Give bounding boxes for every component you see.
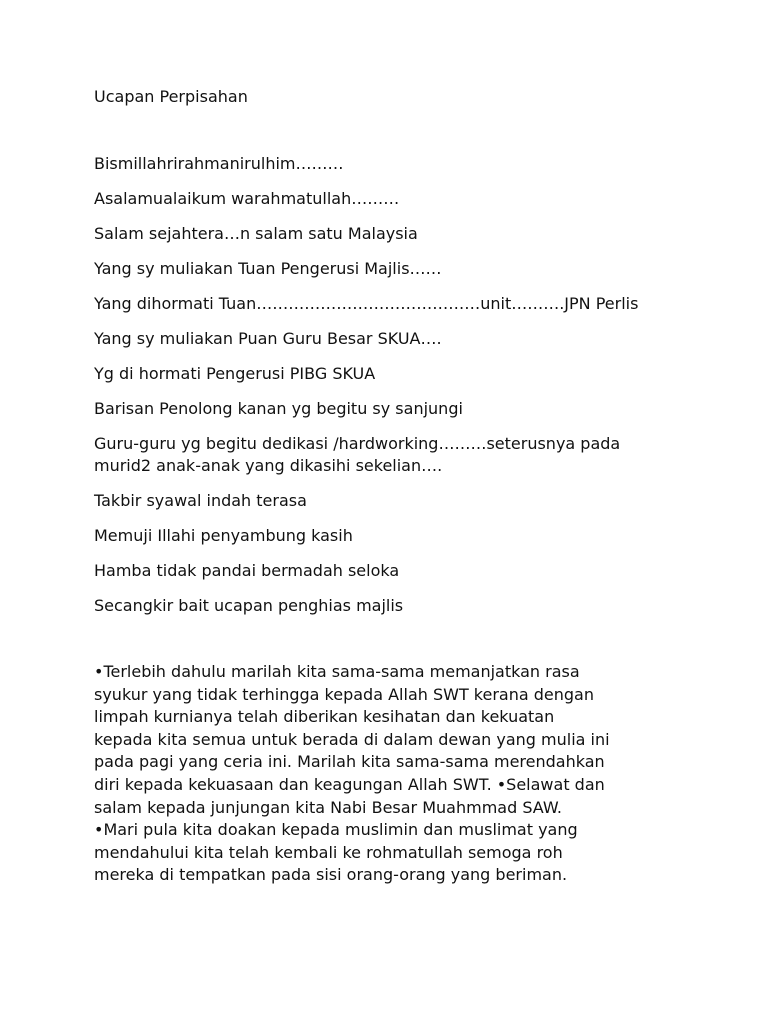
document-title: Ucapan Perpisahan [94,87,248,106]
document-body [94,86,674,887]
paragraph-line: diri kepada kekuasaan dan keagungan Allah SWT. •Selawat dan [94,774,605,794]
pantun-line-4: Secangkir bait ucapan penghias majlis [94,595,404,615]
paragraph-line: pada pagi yang ceria ini. Marilah kita sama-sama merendahkan [94,752,605,772]
greeting-line-pengerusi-majlis: Yang sy muliakan Tuan Pengerusi Majlis…… [94,259,442,278]
greeting-line-tuan-jpn: Yang dihormati Tuan……………………………………unit……….JPN Perlis [94,294,639,313]
greeting-line-asalamualaikum: Asalamualaikum warahmatullah……… [94,189,400,208]
paragraph-line: syukur yang tidak terhingga kepada Allah SWT kerana dengan [94,684,594,704]
pantun-line-3: Hamba tidak pandai bermadah seloka [94,560,400,580]
greeting-line-guru-guru: Guru-guru yg begitu dedikasi /hardworking………seterusnya pada murid2 anak-anak yang dikasihi sekelian…. [94,433,621,475]
pantun-line-1: Takbir syawal indah terasa [94,490,307,510]
paragraph-line: salam kepada junjungan kita Nabi Besar Muahmmad SAW. [94,797,562,817]
paragraph-line: •Terlebih dahulu marilah kita sama-sama memanjatkan rasa [94,662,580,681]
greeting-line-bismillah: Bismillahrirahmanirulhim……… [94,154,344,173]
greeting-line-penolong-kanan: Barisan Penolong kanan yg begitu sy sanjungi [94,398,463,418]
paragraph-line: mendahului kita telah kembali ke rohmatullah semoga roh [94,842,563,862]
paragraph-line: kepada kita semua untuk berada di dalam dewan yang mulia ini [94,729,610,749]
pantun-line-2: Memuji Illahi penyambung kasih [94,525,353,545]
greeting-line-salam: Salam sejahtera…n salam satu Malaysia [94,224,418,243]
greeting-line-pibg: Yg di hormati Pengerusi PIBG SKUA [94,363,376,383]
paragraph-line: mereka di tempatkan pada sisi orang-orang yang beriman. [94,865,568,885]
opening-paragraph [94,661,674,887]
greeting-line-guru-besar: Yang sy muliakan Puan Guru Besar SKUA…. [94,328,442,348]
paragraph-line: limpah kurnianya telah diberikan kesihatan dan kekuatan [94,707,555,727]
paragraph-line: •Mari pula kita doakan kepada muslimin dan muslimat yang [94,820,578,840]
